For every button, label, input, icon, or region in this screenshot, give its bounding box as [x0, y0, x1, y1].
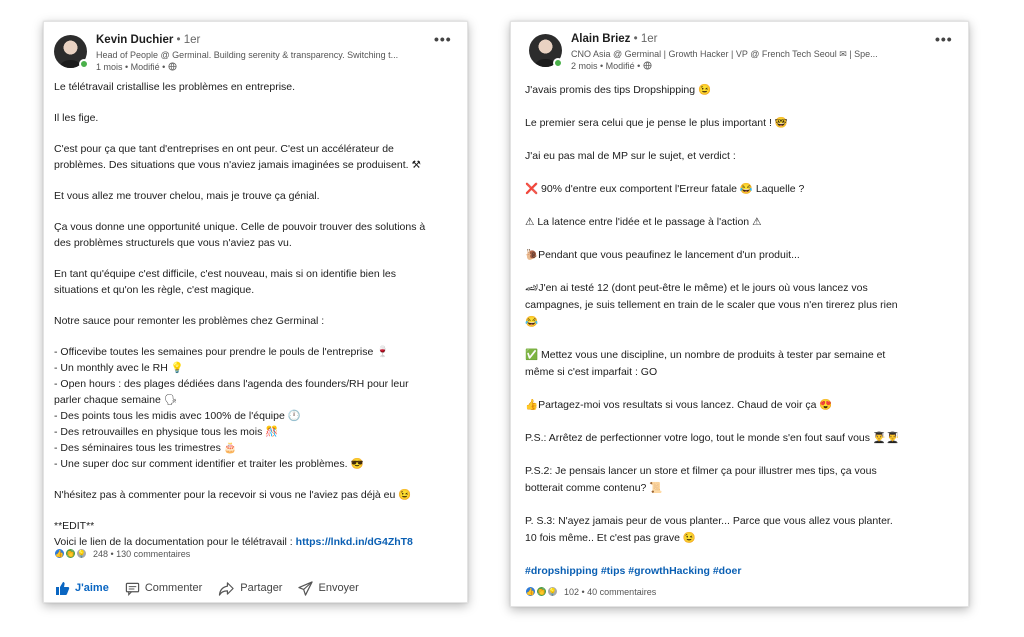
- post-paragraph: [525, 463, 965, 497]
- post-text-line: J'ai eu pas mal de MP sur le sujet, et verdict :: [525, 150, 736, 162]
- post-paragraph: [525, 280, 965, 331]
- hashtags[interactable]: #dropshipping #tips #growthHacking #doer: [525, 565, 742, 577]
- post-text-line: situations et qu'on les règle, c'est magique.: [54, 284, 255, 296]
- post-text-line: 😂: [525, 316, 539, 328]
- connection-degree: • 1er: [633, 33, 658, 45]
- author-line: [96, 34, 200, 46]
- post-text-line: 👍Partagez-moi vos resultats si vous lancez. Chaud de voir ça 😍: [525, 399, 833, 411]
- post-text-line: P. S.3: N'ayez jamais peur de vous planter... Parce que vous allez vous planter.: [525, 515, 893, 527]
- post-text-line: ❌ 90% d'entre eux comportent l'Erreur fatale 😂 Laquelle ?: [525, 183, 805, 195]
- like-reaction-icon: 👍: [55, 549, 64, 558]
- social-counts[interactable]: [525, 586, 656, 597]
- paragraph-gap: [54, 329, 464, 344]
- send-icon: [298, 581, 313, 596]
- like-reaction-icon: 👍: [526, 587, 535, 596]
- post-text-line: - Une super doc sur comment identifier et traiter les problèmes. 😎: [54, 458, 364, 470]
- post-body: [525, 82, 965, 580]
- post-text-line: **EDIT**: [54, 520, 95, 532]
- post-time: 2 mois • Modifié •: [571, 61, 641, 71]
- post-text-line: - Open hours : des plages dédiées dans l'agenda des founders/RH pour leur: [54, 378, 409, 390]
- online-status-icon: [553, 58, 563, 68]
- post-meta: [571, 61, 652, 71]
- post-text-line: - Des retrouvailles en physique tous les mois 🎊: [54, 426, 279, 438]
- post-text-line: parler chaque semaine 🗣: [54, 394, 178, 406]
- celebrate-reaction-icon: 👏: [66, 549, 75, 558]
- post-header: [44, 22, 467, 76]
- post-text-line: problèmes. Des situations que vous n'aviez jamais imaginées se produisent. ⚒: [54, 159, 421, 171]
- post-actions: [54, 580, 375, 596]
- post-text-line: - Des points tous les midis avec 100% de l'équipe 🕛: [54, 410, 301, 422]
- documentation-link[interactable]: https://lnkd.in/dG4ZhT8: [295, 536, 413, 548]
- like-icon: [54, 580, 70, 596]
- post-text-line: même si c'est imparfait : GO: [525, 366, 658, 378]
- post-text-line: En tant qu'équipe c'est difficile, c'est nouveau, mais si on identifie bien les: [54, 268, 397, 280]
- author-name[interactable]: Kevin Duchier: [96, 34, 174, 46]
- author-headline: Head of People @ Germinal. Building serenity & transparency. Switching t...: [96, 50, 399, 60]
- post-text-line: Ça vous donne une opportunité unique. Celle de pouvoir trouver des solutions à: [54, 221, 426, 233]
- post-paragraph: [525, 430, 965, 447]
- like-label: J'aime: [75, 582, 109, 594]
- link-intro-text: Voici le lien de la documentation pour le télétravail :: [54, 536, 296, 548]
- post-text-line: ✅ Mettez vous une discipline, un nombre de produits à tester par semaine et: [525, 349, 886, 361]
- author-name[interactable]: Alain Briez: [571, 33, 631, 45]
- more-options-icon[interactable]: •••: [434, 31, 452, 47]
- post-paragraph: [525, 82, 965, 99]
- post-text-line: - Officevibe toutes les semaines pour prendre le pouls de l'entreprise 🍷: [54, 346, 390, 358]
- paragraph-gap: [54, 204, 464, 219]
- post-text-line: 10 fois même.. Et c'est pas grave 😉: [525, 532, 696, 544]
- post-paragraph: [525, 181, 965, 198]
- celebrate-reaction-icon: 👏: [537, 587, 546, 596]
- share-button[interactable]: [218, 581, 282, 596]
- paragraph-gap: [54, 126, 464, 141]
- post-text-line: C'est pour ça que tant d'entreprises en ont peur. C'est un accélérateur de: [54, 143, 394, 155]
- reaction-count: 102 • 40 commentaires: [564, 586, 657, 597]
- more-options-icon[interactable]: •••: [935, 31, 953, 47]
- post-text-line: ⚠ La latence entre l'idée et le passage à l'action ⚠: [525, 216, 762, 228]
- post-text-line: Le premier sera celui que je pense le plus important ! 🤓: [525, 117, 788, 129]
- post-text-line: Il les fige.: [54, 112, 99, 124]
- post-text-line: - Un monthly avec le RH 💡: [54, 362, 184, 374]
- send-button[interactable]: [298, 581, 358, 596]
- globe-icon: [168, 62, 177, 71]
- post-text-line: Et vous allez me trouver chelou, mais je trouve ça génial.: [54, 190, 320, 202]
- post-paragraph: [525, 247, 965, 264]
- author-headline: CNO Asia @ Germinal | Growth Hacker | VP @ French Tech Seoul ✉ | Spe...: [571, 49, 878, 59]
- post-body: [54, 79, 464, 550]
- post-text-line: 🐌Pendant que vous peaufinez le lancement d'un produit...: [525, 249, 800, 261]
- reaction-count: 248 • 130 commentaires: [93, 548, 191, 559]
- share-label: Partager: [240, 582, 283, 594]
- paragraph-gap: [54, 298, 464, 313]
- paragraph-gap: [54, 95, 464, 110]
- social-counts[interactable]: [54, 548, 190, 559]
- paragraph-gap: [54, 503, 464, 518]
- post-text-line: J'avais promis des tips Dropshipping 😉: [525, 84, 712, 96]
- post-text-line: P.S.2: Je pensais lancer un store et filmer ça pour illustrer mes tips, ça vous: [525, 465, 877, 477]
- post-paragraph: [525, 513, 965, 547]
- globe-icon: [643, 61, 652, 70]
- post-text-line: P.S.: Arrêtez de perfectionner votre logo, tout le monde s'en fout sauf vous 👨‍🎓👨‍🎓: [525, 432, 900, 444]
- post-text-line: campagnes, je suis tellement en train de le scaler que vous n'en tirerez plus rien: [525, 299, 898, 311]
- paragraph-gap: [54, 472, 464, 487]
- paragraph-gap: [54, 251, 464, 266]
- post-text-line: des problèmes structurels que vous n'aviez pas vu.: [54, 237, 292, 249]
- post-text-line: botterait comme contenu? 📜: [525, 482, 663, 494]
- send-label: Envoyer: [318, 582, 359, 594]
- post-text-line: 🏎J'en ai testé 12 (dont peut-être le même) et le jours où vous lancez vos: [525, 282, 868, 294]
- post-header: [511, 22, 968, 76]
- comment-icon: [125, 581, 140, 596]
- insightful-reaction-icon: 💡: [548, 587, 557, 596]
- post-meta: [96, 62, 177, 72]
- comment-label: Commenter: [144, 582, 203, 594]
- post-paragraph: [525, 115, 965, 132]
- author-line: [571, 33, 657, 45]
- post-text-line: - Des séminaires tous les trimestres 🎂: [54, 442, 237, 454]
- post-card-kevin: [43, 21, 468, 603]
- post-text-line: Le télétravail cristallise les problèmes en entreprise.: [54, 81, 296, 93]
- like-button[interactable]: [54, 580, 109, 596]
- post-paragraph: [525, 397, 965, 414]
- comment-button[interactable]: [125, 581, 202, 596]
- post-paragraph: [525, 214, 965, 231]
- share-icon: [218, 581, 235, 596]
- insightful-reaction-icon: 💡: [77, 549, 86, 558]
- post-card-alain: [510, 21, 969, 607]
- post-paragraph: [525, 148, 965, 165]
- post-paragraph: [525, 347, 965, 381]
- connection-degree: • 1er: [176, 34, 201, 46]
- post-text-line: Notre sauce pour remonter les problèmes chez Germinal :: [54, 315, 325, 327]
- paragraph-gap: [54, 173, 464, 188]
- post-time: 1 mois • Modifié •: [96, 62, 166, 72]
- online-status-icon: [79, 59, 89, 69]
- post-text-line: N'hésitez pas à commenter pour la recevoir si vous ne l'aviez pas déjà eu 😉: [54, 489, 412, 501]
